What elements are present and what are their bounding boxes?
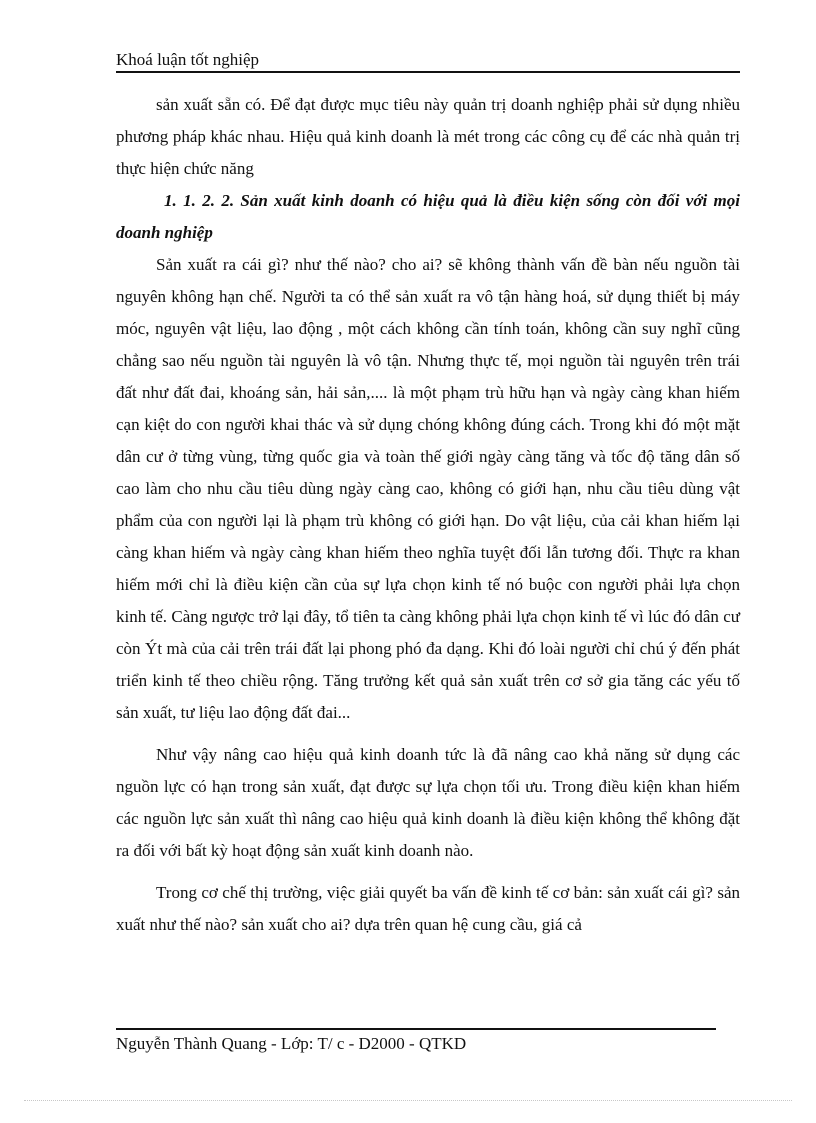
header-title: Khoá luận tốt nghiệp	[116, 50, 260, 69]
section-heading: 1. 1. 2. 2. Sản xuất kinh doanh có hiệu quả là điều kiện sống còn đối với mọi doanh nghiệp	[116, 191, 740, 242]
paragraph-efficiency: Như vậy nâng cao hiệu quả kinh doanh tức là đã nâng cao khả năng sử dụng các nguồn lực có hạn trong sản xuất, đạt được sự lựa chọn tối ưu. Trong điều kiện khan hiếm các nguồn lực sản xuất thì nâng cao hiệu quả kinh doanh là điều kiện không thể không đặt ra đối với bất kỳ hoạt động sản xuất kinh doanh nào.	[116, 745, 740, 860]
page-footer	[116, 1033, 466, 1055]
page-bottom-divider	[24, 1100, 792, 1101]
page-header	[116, 50, 740, 73]
footer-rule	[116, 1028, 716, 1030]
paragraph-market-mechanism: Trong cơ chế thị trường, việc giải quyết ba vấn đề kinh tế cơ bản: sản xuất cái gì? sản xuất như thế nào? sản xuất cho ai? dựa trên quan hệ cung cầu, giá cả	[116, 883, 740, 934]
paragraph-continuation: sản xuất sẵn có. Để đạt được mục tiêu này quản trị doanh nghiệp phải sử dụng nhiều phương pháp khác nhau. Hiệu quả kinh doanh là mét trong các công cụ để các nhà quản trị thực hiện chức năng	[116, 95, 740, 178]
footer-author: Nguyễn Thành Quang - Lớp: T/ c - D2000 - QTKD	[116, 1034, 467, 1053]
paragraph-scarcity: Sản xuất ra cái gì? như thế nào? cho ai? sẽ không thành vấn đề bàn nếu nguồn tài nguyên không hạn chế. Người ta có thể sản xuất ra vô tận hàng hoá, sử dụng thiết bị máy móc, nguyên vật liệu, lao động , một cách không cần tính toán, không cần suy nghĩ cũng chẳng sao nếu nguồn tài nguyên là vô tận. Nhưng thực tế, mọi nguồn tài nguyên trên trái đất như đất đai, khoáng sản, hải sản,.... là một phạm trù hữu hạn và ngày càng khan hiếm cạn kiệt do con người khai thác và sử dụng chóng không đúng cách. Trong khi đó một mặt dân cư ở từng vùng, từng quốc gia và toàn thế giới ngày càng tăng và tốc độ tăng dân số cao làm cho nhu cầu tiêu dùng ngày càng cao, không có giới hạn, nhu cầu tiêu dùng vật phẩm của con người lại là phạm trù không có giới hạn. Do vật liệu, của cải khan hiếm lại càng khan hiếm và ngày càng khan hiếm theo nghĩa tuyệt đối lẫn tương đối. Thực ra khan hiếm mới chỉ là điều kiện cần của sự lựa chọn kinh tế nó buộc con người phải lựa chọn kinh tế. Càng ngược trở lại đây, tổ tiên ta càng không phải lựa chọn kinh tế vì lúc đó dân cư còn Ýt mà của cải trên trái đất lại phong phó đa dạng. Khi đó loài người chỉ chú ý đến phát triển kinh tế theo chiều rộng. Tăng trưởng kết quả sản xuất trên cơ sở gia tăng các yếu tố sản xuất, tư liệu lao động đất đai...	[116, 255, 740, 722]
document-body	[116, 89, 740, 941]
